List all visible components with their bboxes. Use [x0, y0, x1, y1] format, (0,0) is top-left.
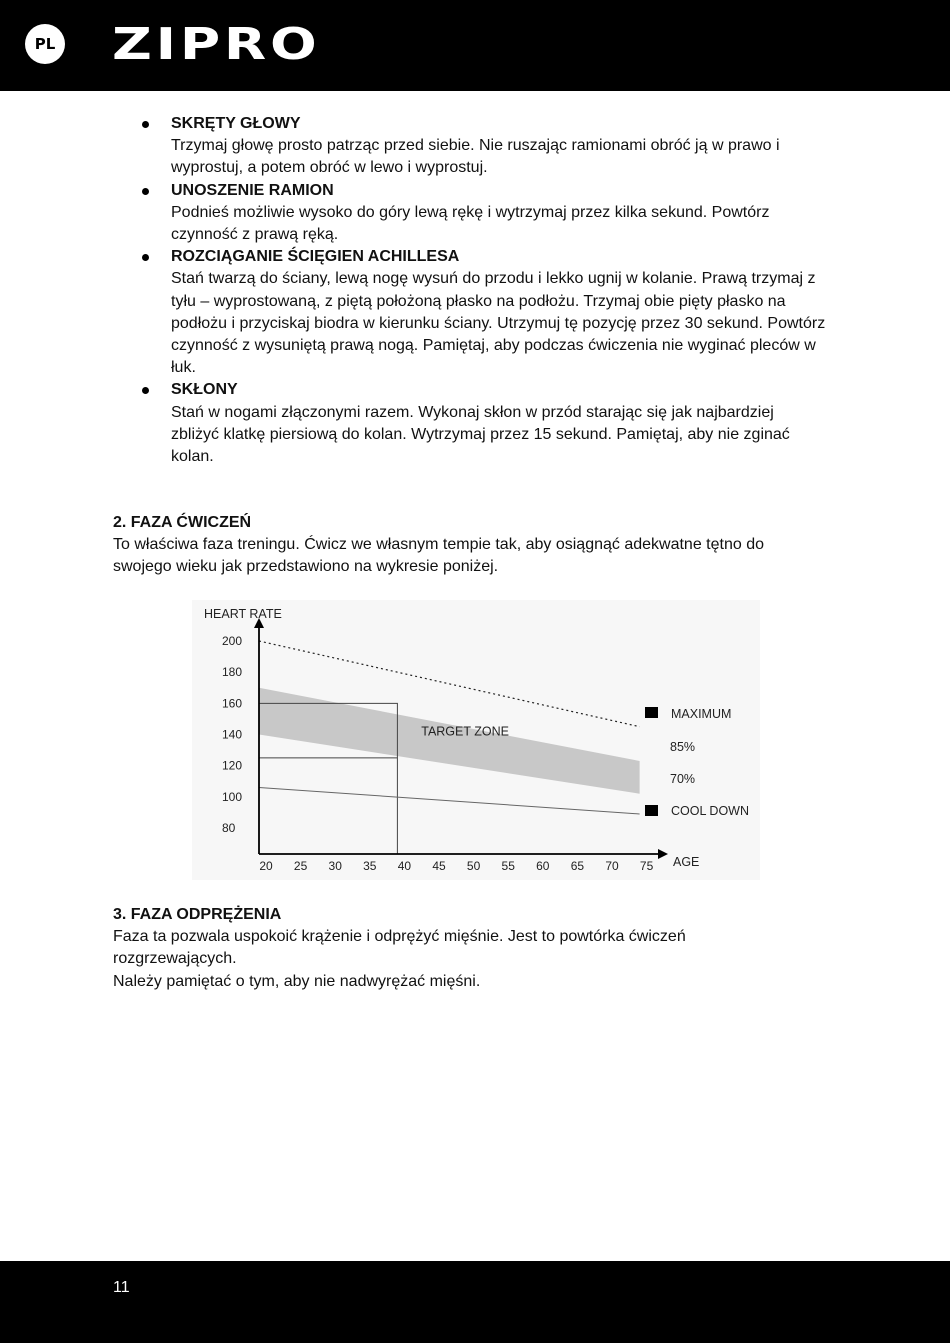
x-tick-label: 70 — [605, 859, 619, 873]
y-tick-label: 120 — [222, 758, 243, 773]
section-exercise-phase — [113, 512, 773, 579]
page-header — [0, 0, 950, 91]
y-tick-label: 180 — [222, 665, 243, 680]
series-label-maximum: MAXIMUM — [671, 707, 732, 721]
item-title: SKŁONY — [171, 381, 238, 399]
x-axis-title: AGE — [673, 855, 700, 869]
section-heading: 2. FAZA ĆWICZEŃ — [113, 514, 252, 531]
y-tick-label: 200 — [222, 634, 243, 648]
language-badge: PL — [25, 24, 65, 64]
y-tick-label: 80 — [222, 821, 236, 835]
x-tick-label: 75 — [639, 859, 654, 873]
x-tick-label: 50 — [466, 859, 481, 873]
section-text: Należy pamiętać o tym, aby nie nadwyrężać mięśni. — [113, 972, 481, 990]
y-tick-label: 100 — [222, 789, 243, 804]
y-axis-title: HEART RATE — [204, 607, 282, 621]
x-tick-label: 30 — [328, 859, 342, 873]
item-title: SKRĘTY GŁOWY — [171, 115, 301, 132]
x-tick-label: 45 — [432, 859, 446, 873]
section-relaxation-phase — [113, 904, 733, 993]
x-tick-label: 55 — [501, 859, 515, 873]
item-text: Trzymaj głowę prosto patrząc przed siebie. Nie ruszając ramionami obróć ją w prawo i wyprostuj, a potem obróć w lewo i wyprostuj. — [171, 137, 780, 177]
cool-down-marker — [645, 805, 658, 816]
x-tick-label: 25 — [293, 859, 308, 873]
x-tick-label: 40 — [397, 859, 412, 873]
x-tick-label: 35 — [363, 859, 377, 873]
heart-rate-chart — [192, 600, 760, 880]
x-tick-label: 60 — [536, 859, 550, 873]
section-text: To właściwa faza treningu. Ćwicz we własnym tempie tak, aby osiągnąć adekwatne tętno do swojego wieku jak przedstawiono na wykresie poniżej. — [113, 536, 764, 576]
x-tick-label: 65 — [570, 859, 585, 873]
item-text: Stań twarzą do ściany, lewą nogę wysuń do przodu i lekko ugnij w kolanie. Prawą trzymaj z tyłu – wyprostowaną, z piętą położoną płasko na podłożu. Trzymaj obie pięty płasko na podłożu i przyciskaj biodra w kierunku ściany. Utrzymuj tę pozycję przez 30 sekund. Powtórz czynność z wysuniętą prawą nogą. Pamiętaj, aby podczas ćwiczenia nie wyginać pleców w łuk. — [171, 270, 826, 377]
section-text: Faza ta pozwala uspokoić krążenie i odprężyć mięśnie. Jest to powtórka ćwiczeń rozgrzewających. — [113, 928, 686, 968]
target-zone-label: TARGET ZONE — [421, 724, 509, 739]
y-tick-label: 160 — [222, 696, 243, 711]
series-label-cool-down: COOL DOWN — [671, 804, 750, 818]
list-item — [140, 113, 840, 180]
page-footer — [0, 1261, 950, 1343]
section-heading: 3. FAZA ODPRĘŻENIA — [113, 906, 282, 923]
maximum-marker — [645, 707, 658, 718]
list-item — [140, 246, 840, 379]
x-tick-label: 20 — [259, 859, 273, 873]
item-title: ROZCIĄGANIE ŚCIĘGIEN ACHILLESA — [171, 248, 460, 266]
list-item — [140, 180, 840, 247]
series-label-70: 70% — [670, 772, 696, 786]
chart-svg — [192, 600, 760, 880]
page-number: 11 — [113, 1279, 130, 1296]
item-text: Podnieś możliwie wysoko do góry lewą rękę i wytrzymaj przez kilka sekund. Powtórz czynność z prawą ręką. — [171, 203, 770, 244]
brand-logo: ZIPRO — [112, 19, 321, 70]
item-title: UNOSZENIE RAMION — [171, 181, 334, 199]
item-text: Stań w nogami złączonymi razem. Wykonaj skłon w przód starając się jak najbardziej zbliżyć klatkę piersiową do kolan. Wytrzymaj przez 15 sekund. Pamiętaj, aby nie zginać kolan. — [171, 403, 790, 466]
warmup-list — [140, 113, 840, 468]
y-tick-label: 140 — [222, 727, 243, 742]
list-item — [140, 379, 840, 468]
series-label-85: 85% — [670, 740, 696, 754]
